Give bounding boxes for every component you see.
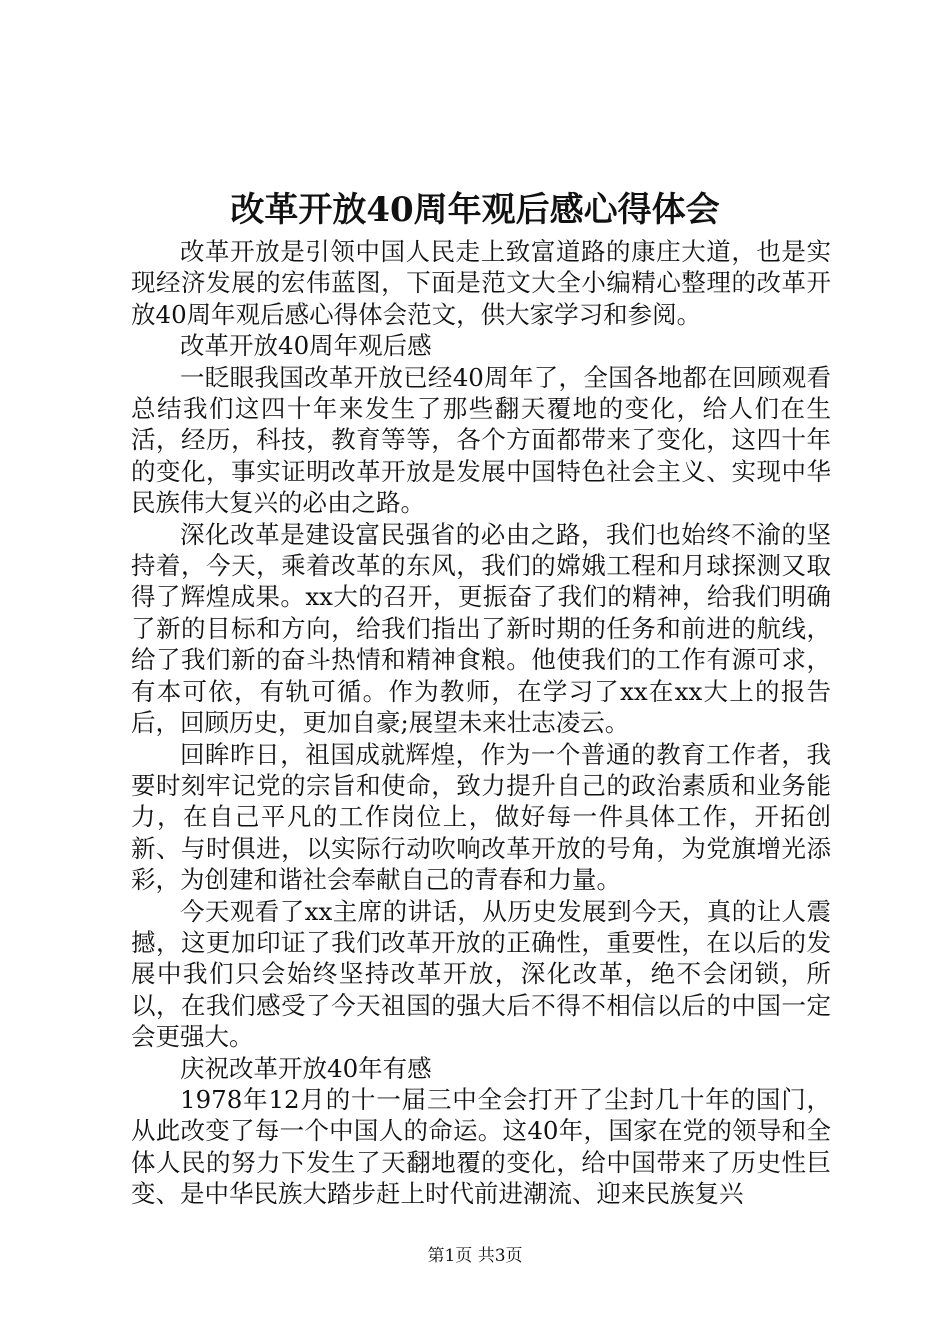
document-body — [131, 236, 831, 1210]
body-paragraph: 回眸昨日，祖国成就辉煌，作为一个普通的教育工作者，我要时刻牢记党的宗旨和使命，致力提升自己的政治素质和业务能力，在自己平凡的工作岗位上，做好每一件具体工作，开拓创新、与时俱进，以实际行动吹响改革开放的号角，为党旗增光添彩，为创建和谐社会奉献自己的青春和力量。 — [131, 739, 831, 895]
body-paragraph: 今天观看了xx主席的讲话，从历史发展到今天，真的让人震撼，这更加印证了我们改革开放的正确性，重要性，在以后的发展中我们只会始终坚持改革开放，深化改革，绝不会闭锁，所以，在我们感受了今天祖国的强大后不得不相信以后的中国一定会更强大。 — [131, 896, 831, 1052]
body-paragraph: 深化改革是建设富民强省的必由之路，我们也始终不渝的坚持着，今天，乘着改革的东风，我们的嫦娥工程和月球探测又取得了辉煌成果。xx大的召开，更振奋了我们的精神，给我们明确了新的目标和方向，给我们指出了新时期的任务和前进的航线，给了我们新的奋斗热情和精神食粮。他使我们的工作有源可求，有本可依，有轨可循。作为教师，在学习了xx在xx大上的报告后，回顾历史，更加自豪;展望未来壮志凌云。 — [131, 519, 831, 738]
page-number-footer: 第1页 共3页 — [427, 1246, 523, 1266]
body-paragraph: 一眨眼我国改革开放已经40周年了，全国各地都在回顾观看总结我们这四十年来发生了那些翻天覆地的变化，给人们在生活，经历，科技，教育等等，各个方面都带来了变化，这四十年的变化，事实证明改革开放是发展中国特色社会主义、实现中华民族伟大复兴的必由之路。 — [131, 362, 831, 518]
document-title: 改革开放40周年观后感心得体会 — [230, 190, 720, 230]
section-heading: 改革开放40周年观后感 — [180, 331, 432, 361]
section-heading: 庆祝改革开放40年有感 — [180, 1053, 432, 1083]
body-paragraph: 改革开放是引领中国人民走上致富道路的康庄大道，也是实现经济发展的宏伟蓝图，下面是范文大全小编精心整理的改革开放40周年观后感心得体会范文，供大家学习和参阅。 — [131, 237, 831, 329]
body-paragraph: 1978年12月的十一届三中全会打开了尘封几十年的国门，从此改变了每一个中国人的命运。这40年，国家在党的领导和全体人民的努力下发生了天翻地覆的变化，给中国带来了历史性巨变、是中华民族大踏步赶上时代前进潮流、迎来民族复兴 — [131, 1084, 831, 1209]
